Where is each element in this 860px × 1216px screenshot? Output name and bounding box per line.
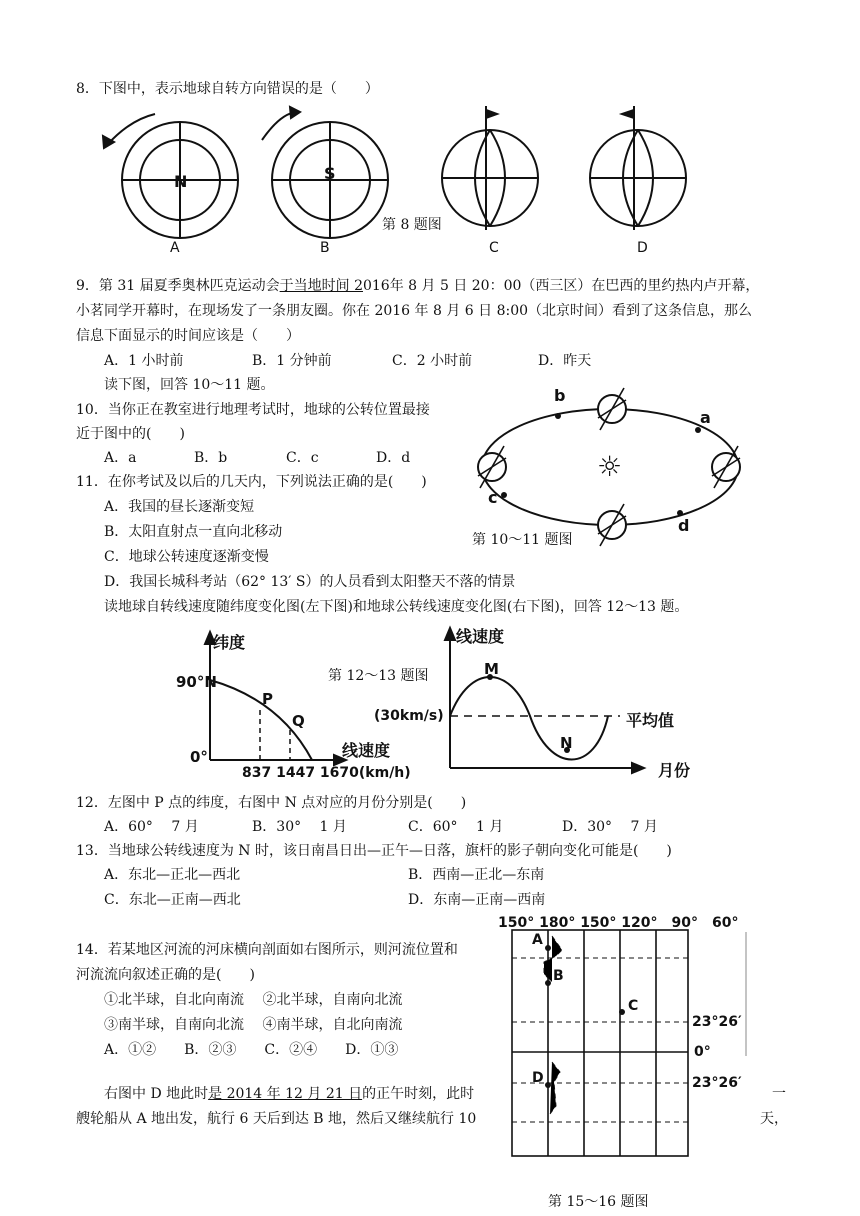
q10-line2: 近于图中的( ) [76,426,185,442]
q11-stem: 11．在你考试及以后的几天内，下列说法正确的是( ) [76,474,427,490]
orbit-point-c: c [488,488,498,507]
q12-13-intro: 读地球自转线速度随纬度变化图(左下图)和地球公转线速度变化图(右下图)，回答 12～13 题。 [104,599,689,615]
map-point-b: B [553,968,564,984]
globe-d-icon [590,106,686,230]
q12-option-b: B．30° 1 月 [252,819,347,835]
globe-c-icon [442,106,538,230]
q11-option-d: D．我国长城科考站（62° 13′ S）的人员看到太阳整天不落的情景 [104,574,516,590]
fig12-right-xlabel: 月份 [658,761,691,780]
q10-option-c: C．c [286,450,319,466]
fig12-left-p: P [262,690,273,708]
q12-stem: 12．左图中 P 点的纬度，右图中 N 点对应的月份分别是( ) [76,795,467,811]
q12-option-d: D．30° 7 月 [562,819,658,835]
q13-stem: 13．当地球公转线速度为 N 时，该日南昌日出—正午—日落，旗杆的影子朝向变化可能是( ) [76,843,672,859]
map-point-c: C [628,998,639,1014]
q12-option-a: A．60° 7 月 [104,819,199,835]
fig12-caption: 第 12～13 题图 [328,668,429,684]
globe-a-icon [103,114,238,238]
fig12-right-chart [440,624,670,784]
q13-option-d: D．东南—正南—西南 [408,892,546,908]
q11-option-b: B．太阳直射点一直向北移动 [104,524,283,540]
q8-pole-n: N [174,172,188,191]
q8-pole-s: S [324,164,336,183]
orbit-point-b: b [554,386,566,405]
q10-11-intro: 读下图，回答 10～11 题。 [104,377,275,393]
q12-option-c: C．60° 1 月 [408,819,504,835]
fig12-right-n: N [560,734,573,752]
map-figure [500,926,770,1186]
fig12-left-ybottom: 0° [190,748,208,766]
q9-option-d: D．昨天 [538,353,592,369]
map-point-a: A [532,932,543,948]
map-lat-s: 23°26′ [692,1075,742,1091]
fig12-right-m: M [484,660,499,678]
q15-16-line1-tail: 一 [772,1086,786,1102]
fig12-right-ylabel: 线速度 [456,627,505,646]
q11-option-c: C．地球公转速度逐渐变慢 [104,549,269,565]
fig12-right-avg-label: 平均值 [626,711,675,730]
q15-16-line1: 右图中 D 地此时是 2014 年 12 月 21 日的正午时刻，此时 [104,1086,475,1102]
q13-option-a: A．东北—正北—西北 [104,867,241,883]
fig12-left-ytop: 90°N [176,673,217,691]
q13-option-c: C．东北—正南—西北 [104,892,241,908]
q8-figure [0,100,860,280]
fig12-left-xticks: 837 1447 1670(km/h) [242,765,411,781]
q15-16-line2: 艘轮船从 A 地出发，航行 6 天后到达 B 地，然后又继续航行 10 [76,1111,477,1127]
q8-stem: 8．下图中，表示地球自转方向错误的是（ ） [76,81,379,97]
q10-option-d: D．d [376,450,411,466]
q8-label-a: A [170,240,180,256]
q9-line3: 信息下面显示的时间应该是（ ） [76,328,300,344]
q8-caption: 第 8 题图 [382,217,442,233]
fig12-left-ylabel: 纬度 [213,633,246,652]
q9-option-a: A．1 小时前 [104,353,184,369]
q11-option-a: A．我国的昼长逐渐变短 [104,499,255,515]
fig12-right-avg-value: (30km/s) [374,708,444,724]
q8-label-b: B [320,240,330,256]
orbit-sun-icon: ☼ [597,450,623,483]
orbit-point-a: a [700,408,711,427]
fig12-left-q: Q [292,712,305,730]
map-caption: 第 15～16 题图 [548,1194,649,1210]
q10-option-a: A．a [104,450,137,466]
q8-label-c: C [489,240,499,256]
q14-choices-row2: ③南半球，自南向北流 ④南半球，自北向南流 [104,1017,403,1033]
map-point-d: D [532,1070,544,1086]
q14-line1: 14．若某地区河流的河床横向剖面如右图所示，则河流位置和 [76,942,458,958]
q14-choices-row1: ①北半球，自北向南流 ②北半球，自南向北流 [104,992,403,1008]
orbit-point-d: d [678,516,690,535]
q9-line1: 9．第 31 届夏季奥林匹克运动会于当地时间 2016年 8 月 5 日 20：00（西三区）在巴西的里约热内卢开幕， [76,278,760,294]
q14-line2: 河流流向叙述正确的是( ) [76,967,255,983]
q10-option-b: B．b [194,450,228,466]
q13-option-b: B．西南—正北—东南 [408,867,545,883]
map-lat-n: 23°26′ [692,1014,742,1030]
fig12-left-xlabel: 线速度 [342,741,391,760]
q10-line1: 10．当你正在教室进行地理考试时，地球的公转位置最接 [76,402,430,418]
q9-line2: 小茗同学开幕时，在现场发了一条朋友圈。你在 2016 年 8 月 6 日 8:00（北京时间）看到了这条信息，那么 [76,303,753,319]
q15-16-line2-tail: 天， [760,1111,788,1127]
q9-option-b: B．1 分钟前 [252,353,332,369]
q9-option-c: C．2 小时前 [392,353,473,369]
q8-label-d: D [637,240,648,256]
map-top-labels: 150° 180° 150° 120° 90° 60° [498,915,739,931]
orbit-caption: 第 10～11 题图 [472,532,573,548]
q14-options: A．①② B．②③ C．②④ D．①③ [104,1042,399,1058]
map-lat-0: 0° [694,1044,711,1060]
